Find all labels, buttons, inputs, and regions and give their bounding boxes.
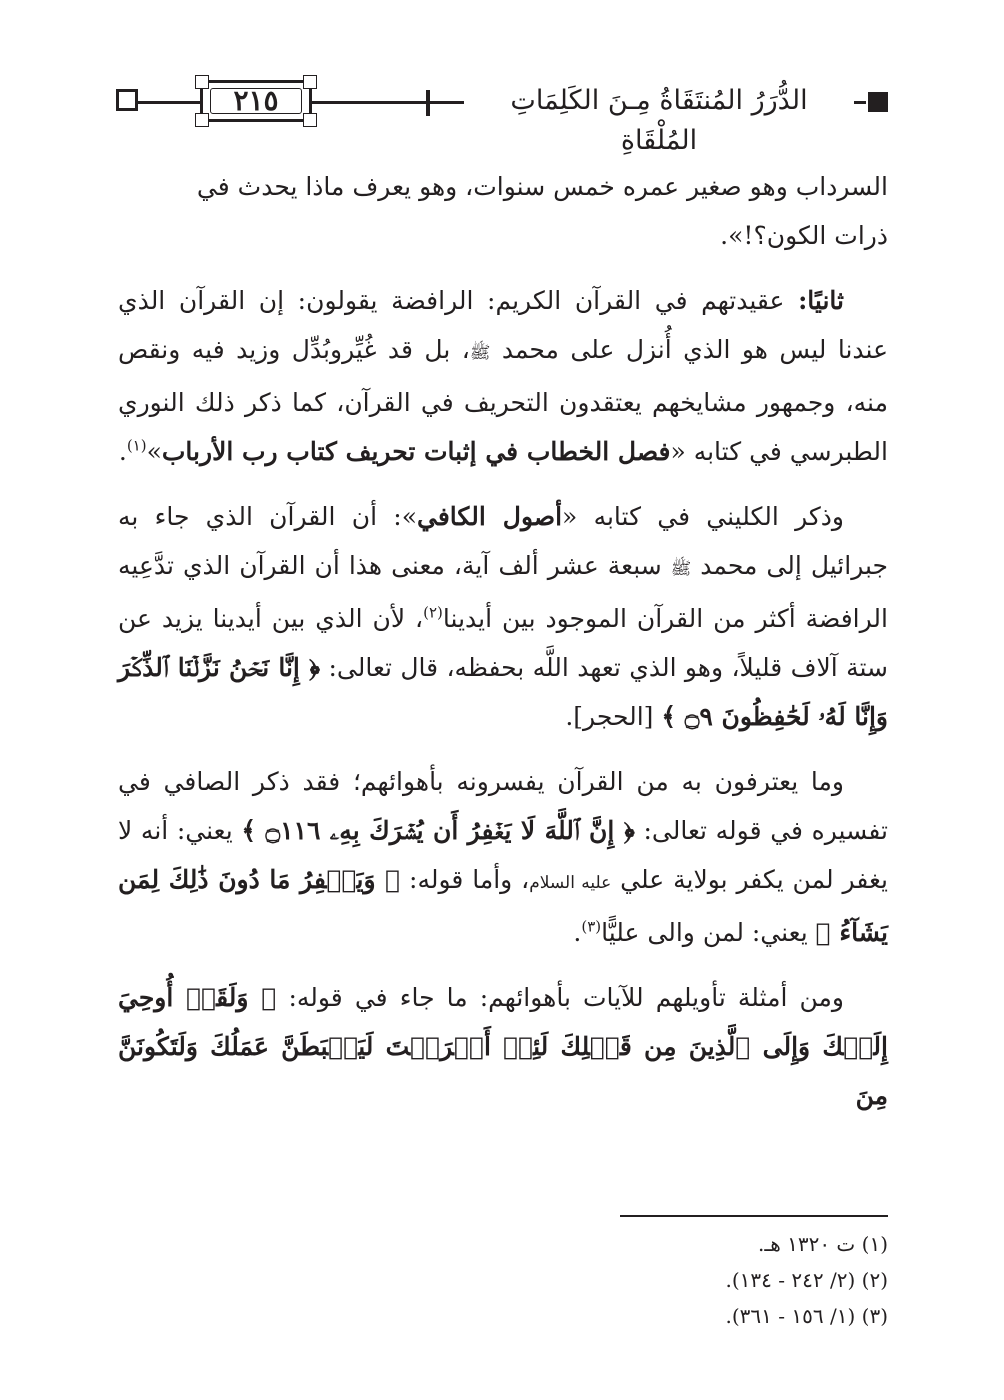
paragraph-text: يعني: لمن والى عليًّا	[601, 918, 816, 947]
running-header	[116, 80, 888, 156]
paragraph-text: عقيدتهم في القرآن الكريم: الرافضة يقولون: إن القرآن الذي عندنا ليس هو الذي أُنزل على محمد	[118, 286, 889, 364]
quran-verse: ﴿ إِنَّ ٱللَّهَ لَا يَغۡفِرُ أَن يُشۡرَكَ بِهِۦ ۝١١٦ ﴾	[241, 816, 635, 845]
header-ornament-square-outline	[116, 89, 138, 111]
paragraph-text: ، لأن الذي بين أيدينا يزيد عن ستة آلاف قليلاً، وهو الذي تعهد اللَّه بحفظه، قال تعالى:	[118, 604, 888, 682]
book-title-inline: أصول الكافي	[417, 502, 563, 531]
paragraph-text: وذكر الكليني في كتابه «	[562, 502, 844, 531]
header-ornament-bar	[426, 90, 430, 116]
paragraph-text: ، بل قد غُيِّروبُدِّل وزيد فيه ونقص منه، وجمهور مشايخهم يعتقدون التحريف في القرآن، كما ذكر ذلك النوري الطبرسي في كتابه «	[118, 335, 888, 466]
body-text	[118, 162, 888, 1136]
paragraph-text: ذرات الكون؟!».	[720, 221, 888, 250]
paragraph-text: [الحجر].	[565, 702, 662, 731]
paragraph-text: وما يعترفون به من القرآن يفسرونه بأهوائهم؛ فقد ذكر الصافي في تفسيره في قوله تعالى:	[118, 767, 888, 845]
quran-verse: ﴿ وَلَقَدۡ أُوحِيَ إِلَيۡكَ وَإِلَى ٱلَّذِينَ مِن قَبۡلِكَ لَئِنۡ أَشۡرَكۡتَ لَيَحۡبَطَنَّ عَمَلُكَ وَلَتَكُونَنَّ مِنَ	[118, 983, 888, 1110]
paragraph-text: .	[118, 437, 127, 466]
paragraph-text: ومن أمثلة تأويلهم للآيات بأهوائهم: ما جاء في قوله:	[276, 983, 845, 1012]
footnote-2: (٢) (٢/ ٢٤٢ - ١٣٤).	[725, 1268, 888, 1292]
paragraph-4	[118, 757, 888, 957]
page-number-frame	[200, 80, 312, 122]
footnote-ref: (١)	[126, 436, 147, 455]
honorific-glyph: ﷺ	[469, 343, 491, 363]
quran-verse: ﴿ وَيَغۡفِرُ مَا دُونَ ذَٰلِكَ لِمَن يَشَآءُ ﴾	[118, 865, 888, 947]
footnote-ref: (٣)	[581, 917, 602, 936]
paragraph-3	[118, 492, 888, 741]
book-title-inline: فصل الخطاب في إثبات تحريف كتاب رب الأرباب	[161, 437, 671, 466]
footnote-ref: (٢)	[423, 603, 443, 622]
section-lead: ثانيًا:	[798, 286, 844, 315]
footnote-1: (١) ت ١٣٢٠ هـ.	[757, 1232, 888, 1256]
page-number: ٢١٥	[233, 84, 279, 117]
paragraph-text: »	[146, 437, 162, 466]
paragraph-text: ، وأما قوله:	[400, 865, 530, 894]
honorific-glyph: ﷺ	[670, 559, 692, 579]
book-title: الدُّرَرُ المُنتَقَاةُ مِـنَ الكَلِمَاتِ المُلْقَاةِ	[464, 81, 854, 161]
header-rule-left	[138, 101, 200, 104]
paragraph-text: السرداب وهو صغير عمره خمس سنوات، وهو يعرف ماذا يحدث في	[196, 172, 888, 201]
quran-verse: ﴿ إِنَّا نَحۡنُ نَزَّلۡنَا ٱلذِّكۡرَ وَإِنَّا لَهُۥ لَحَٰفِظُونَ ۝٩ ﴾	[118, 653, 888, 731]
header-ornament-square-filled	[868, 92, 888, 112]
paragraph-text: سبعة عشر ألف آية، معنى هذا أن القرآن الذي تدَّعِيه الرافضة أكثر من القرآن الموجود بين أيدينا	[118, 551, 888, 633]
paragraph-2	[118, 276, 888, 476]
footnote-separator	[620, 1215, 888, 1217]
paragraph-text: »: أن القرآن الذي جاء به جبرائيل إلى محمد	[118, 502, 888, 580]
paragraph-text: .	[573, 918, 582, 947]
paragraph-5	[118, 973, 888, 1120]
paragraph-text: يعني: أنه لا يغفر لمن يكفر بولاية علي	[118, 816, 888, 894]
paragraph-1	[118, 162, 888, 260]
footnote-3: (٣) (١/ ١٥٦ - ٣٦١).	[725, 1304, 888, 1328]
footnotes	[600, 1226, 888, 1334]
honorific-glyph: عليه السلام	[529, 873, 612, 893]
